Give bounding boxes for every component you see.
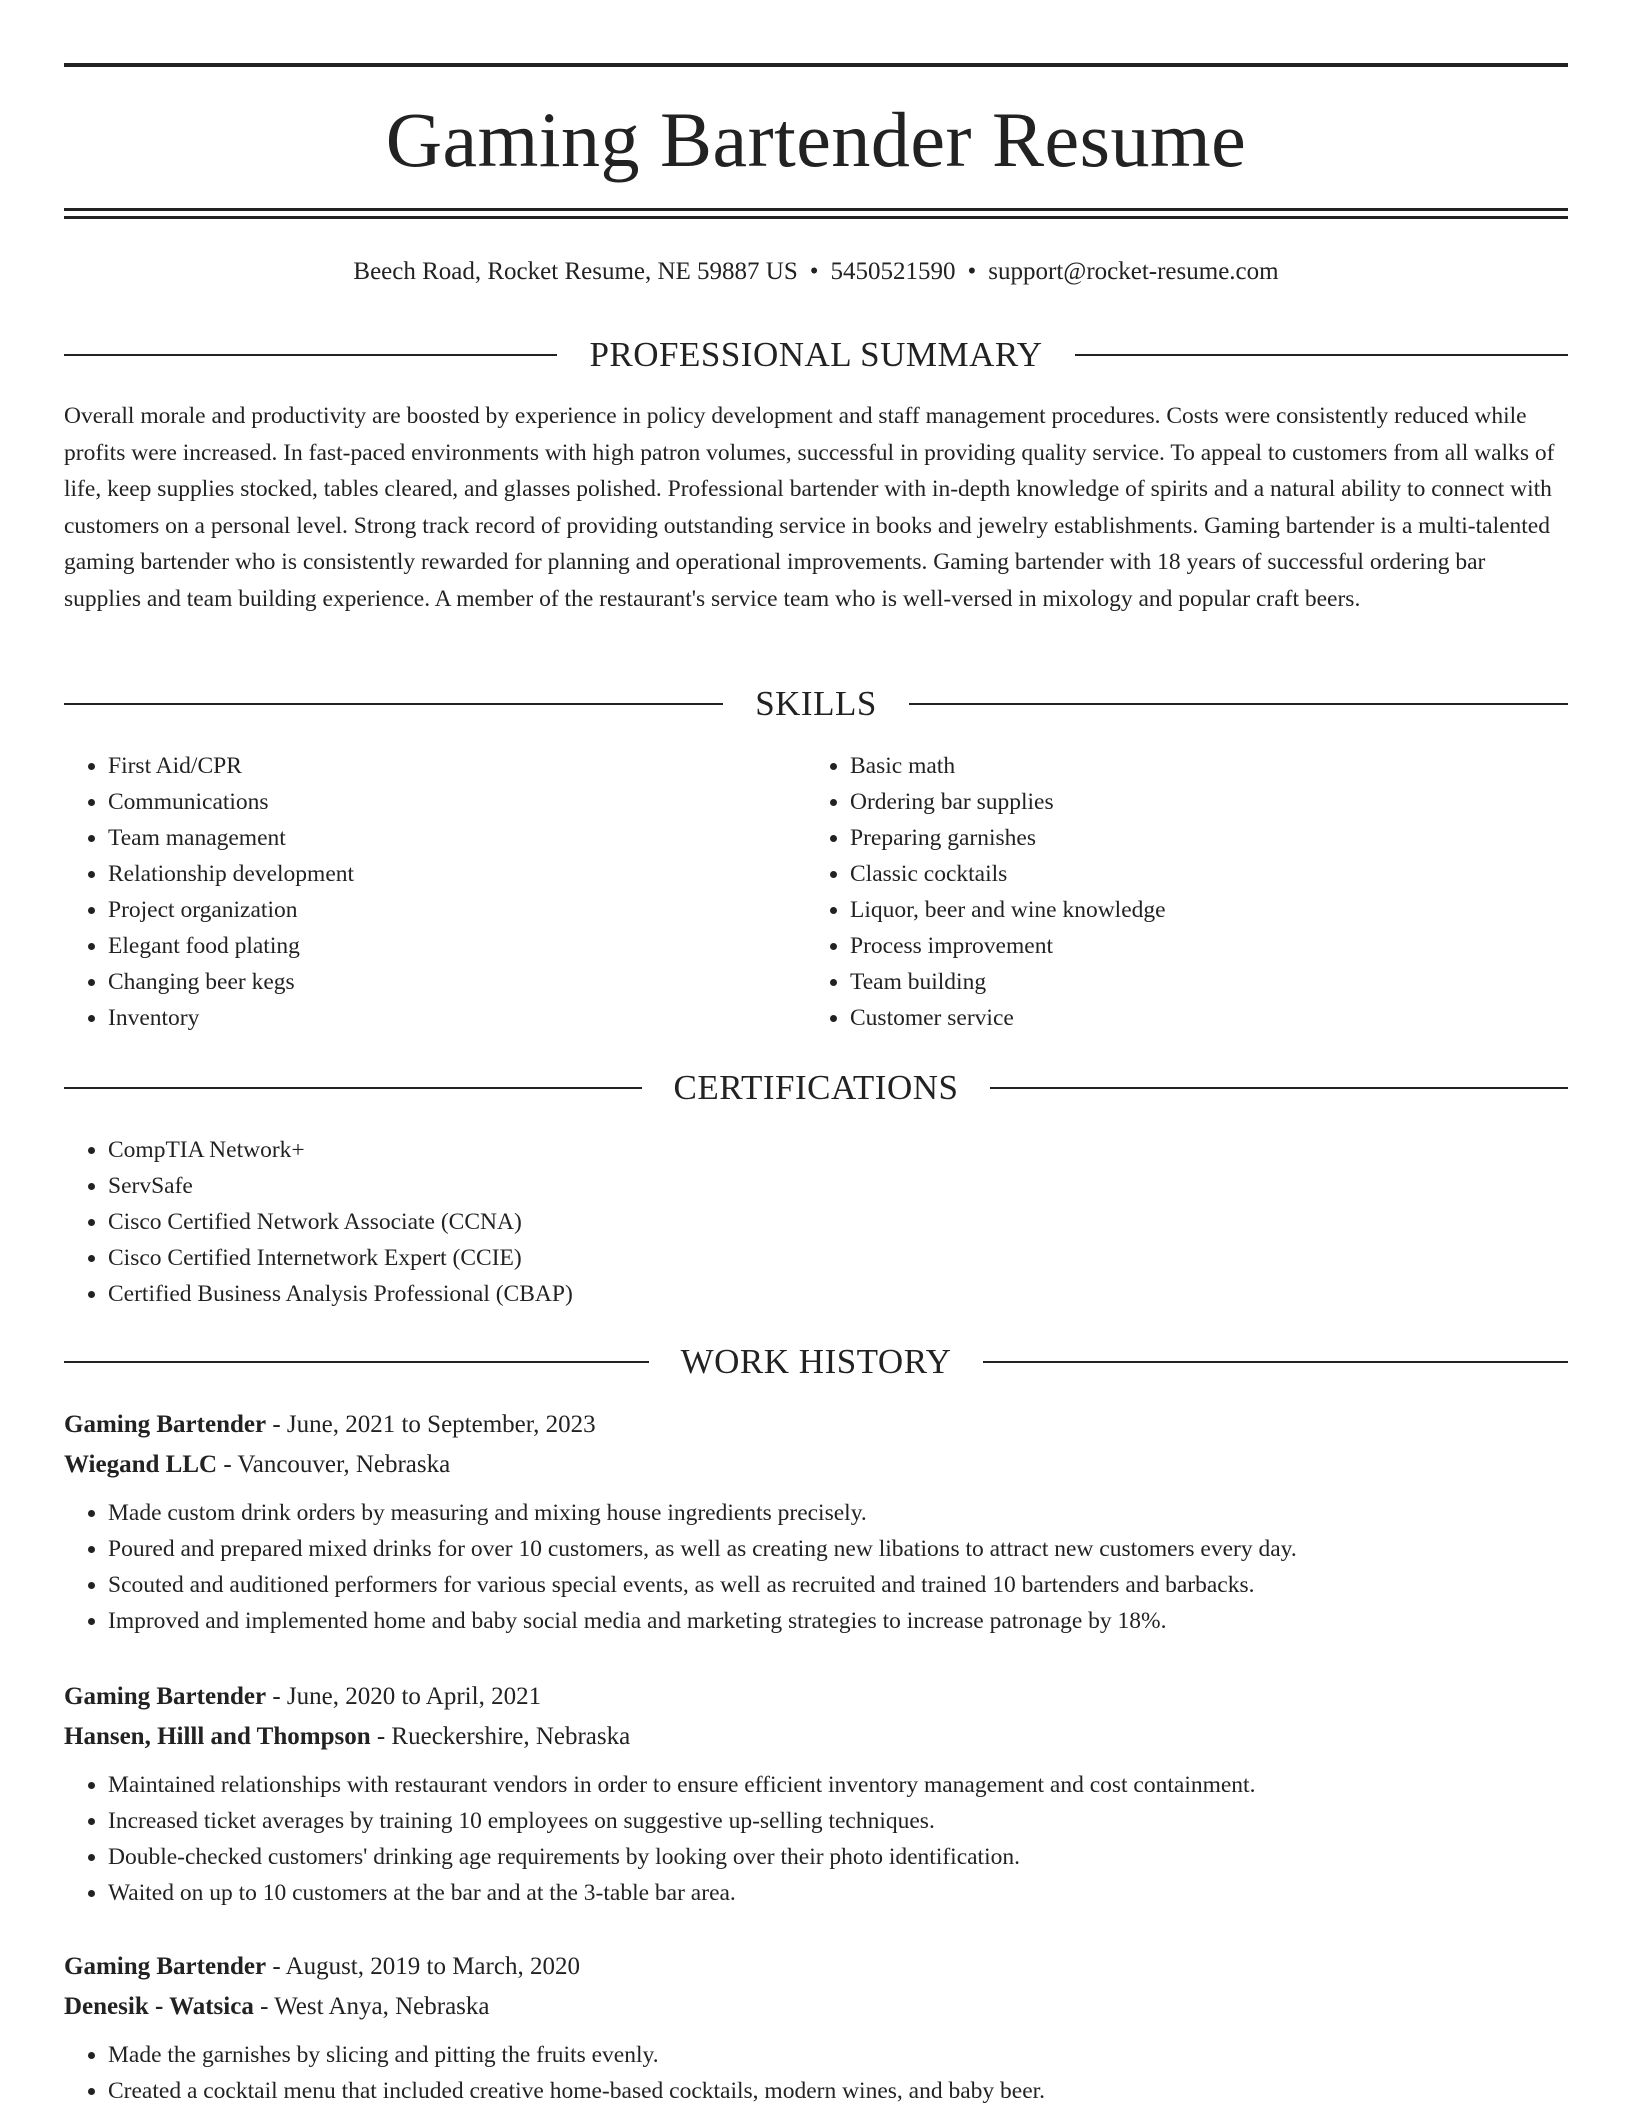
heading-rule: [983, 1361, 1568, 1363]
contact-separator: •: [809, 258, 819, 285]
section-title: PROFESSIONAL SUMMARY: [589, 335, 1043, 374]
skill-item: • First Aid/CPR: [108, 748, 804, 784]
certification-item: • ServSafe: [108, 1168, 1568, 1204]
job-dates: - June, 2020 to April, 2021: [266, 1683, 542, 1710]
heading-rule: [64, 1087, 642, 1089]
job-company-line: [64, 1717, 1568, 1757]
job-duty-item: • Double-checked customers' drinking age requirements by looking over their photo identification.: [108, 1839, 1568, 1875]
contact-line: [64, 254, 1568, 290]
job-duty-item: • Made the garnishes by slicing and pitting the fruits evenly.: [108, 2037, 1568, 2073]
skill-item: • Process improvement: [850, 928, 1546, 964]
heading-rule: [909, 703, 1568, 705]
top-rule: [64, 63, 1568, 67]
skill-item: • Team management: [108, 820, 804, 856]
skill-item: • Changing beer kegs: [108, 964, 804, 1000]
section-heading-skills: [64, 682, 1568, 726]
job-title-line: [64, 1405, 1568, 1445]
job-duty-item: • Maintained relationships with restaurant vendors in order to ensure efficient inventory management and cost containment.: [108, 1767, 1568, 1803]
skill-item: • Customer service: [850, 1000, 1546, 1036]
job-entry: [64, 1677, 1568, 1911]
contact-address: Beech Road, Rocket Resume, NE 59887 US: [353, 258, 798, 285]
job-title-line: [64, 1677, 1568, 1717]
certification-item: • Cisco Certified Internetwork Expert (CCIE): [108, 1240, 1568, 1276]
section-title: WORK HISTORY: [680, 1342, 952, 1381]
summary-text: Overall morale and productivity are boosted by experience in policy development and staff management procedures. Costs were consistently reduced while profits were increased. In fast-paced environments with high patron volumes, successful in providing quality service. To appeal to customers from all walks of life, keep supplies stocked, tables cleared, and glasses polished. Professional bartender with in-depth knowledge of spirits and a natural ability to connect with customers on a personal level. Strong track record of providing outstanding service in books and jewelry establishments. Gaming bartender is a multi-talented gaming bartender who is consistently rewarded for planning and operational improvements. Gaming bartender with 18 years of successful ordering bar supplies and team building experience. A member of the restaurant's service team who is well-versed in mixology and popular craft beers.: [64, 403, 1555, 612]
skill-item: • Basic math: [850, 748, 1546, 784]
skill-item: • Team building: [850, 964, 1546, 1000]
skill-item: • Elegant food plating: [108, 928, 804, 964]
job-location: - Vancouver, Nebraska: [217, 1451, 451, 1478]
skill-item: • Classic cocktails: [850, 856, 1546, 892]
job-title-line: [64, 1947, 1568, 1987]
heading-rule: [1075, 354, 1568, 356]
job-title: Gaming Bartender: [64, 1953, 267, 1980]
job-company-line: [64, 1987, 1568, 2027]
job-duties: [64, 1495, 1568, 1639]
job-location: - West Anya, Nebraska: [253, 1993, 490, 2020]
job-dates: - August, 2019 to March, 2020: [266, 1953, 580, 1980]
skill-item: • Preparing garnishes: [850, 820, 1546, 856]
heading-rule: [64, 1361, 649, 1363]
section-title: SKILLS: [755, 684, 877, 723]
job-company-line: [64, 1445, 1568, 1485]
job-title: Gaming Bartender: [64, 1683, 267, 1710]
title-rule-lower: [64, 216, 1568, 219]
contact-separator: •: [967, 258, 977, 285]
job-duty-item: • Poured and prepared mixed drinks for over 10 customers, as well as creating new libations to attract new customers every day.: [108, 1531, 1568, 1567]
job-location: - Rueckershire, Nebraska: [370, 1723, 631, 1750]
skill-item: • Project organization: [108, 892, 804, 928]
job-duty-item: • Increased ticket averages by training 10 employees on suggestive up-selling techniques.: [108, 1803, 1568, 1839]
certification-item: • CompTIA Network+: [108, 1132, 1568, 1168]
certifications-list: [64, 1132, 1568, 1312]
skill-item: • Communications: [108, 784, 804, 820]
section-heading-certifications: [64, 1066, 1568, 1110]
skills-column-right: [806, 748, 1546, 1036]
job-company: Hansen, Hilll and Thompson: [64, 1723, 371, 1750]
resume-title: Gaming Bartender Resume: [385, 96, 1247, 183]
job-duties: [64, 2037, 1568, 2109]
job-dates: - June, 2021 to September, 2023: [266, 1411, 596, 1438]
job-entry: [64, 1947, 1568, 2109]
job-duty-item: • Made custom drink orders by measuring and mixing house ingredients precisely.: [108, 1495, 1568, 1531]
job-duty-item: • Improved and implemented home and baby social media and marketing strategies to increase patronage by 18%.: [108, 1603, 1568, 1639]
section-title: CERTIFICATIONS: [673, 1068, 959, 1107]
skills-column-left: [64, 748, 804, 1036]
job-company: Wiegand LLC: [64, 1451, 218, 1478]
certification-item: • Cisco Certified Network Associate (CCNA): [108, 1204, 1568, 1240]
section-heading-work-history: [64, 1340, 1568, 1384]
skill-item: • Inventory: [108, 1000, 804, 1036]
skill-item: • Ordering bar supplies: [850, 784, 1546, 820]
heading-rule: [990, 1087, 1568, 1089]
job-title: Gaming Bartender: [64, 1411, 267, 1438]
heading-rule: [64, 354, 557, 356]
job-entry: [64, 1405, 1568, 1639]
contact-email: support@rocket-resume.com: [988, 258, 1279, 285]
job-duty-item: • Created a cocktail menu that included creative home-based cocktails, modern wines, and baby beer.: [108, 2073, 1568, 2109]
job-duties: [64, 1767, 1568, 1911]
heading-rule: [64, 703, 723, 705]
skill-item: • Relationship development: [108, 856, 804, 892]
contact-phone: 5450521590: [830, 258, 956, 285]
skill-item: • Liquor, beer and wine knowledge: [850, 892, 1546, 928]
job-duty-item: • Scouted and auditioned performers for various special events, as well as recruited and trained 10 bartenders and barbacks.: [108, 1567, 1568, 1603]
section-heading-summary: [64, 333, 1568, 377]
title-rule-upper: [64, 208, 1568, 211]
job-company: Denesik - Watsica: [64, 1993, 254, 2020]
certification-item: • Certified Business Analysis Professional (CBAP): [108, 1276, 1568, 1312]
job-duty-item: • Waited on up to 10 customers at the bar and at the 3-table bar area.: [108, 1875, 1568, 1911]
